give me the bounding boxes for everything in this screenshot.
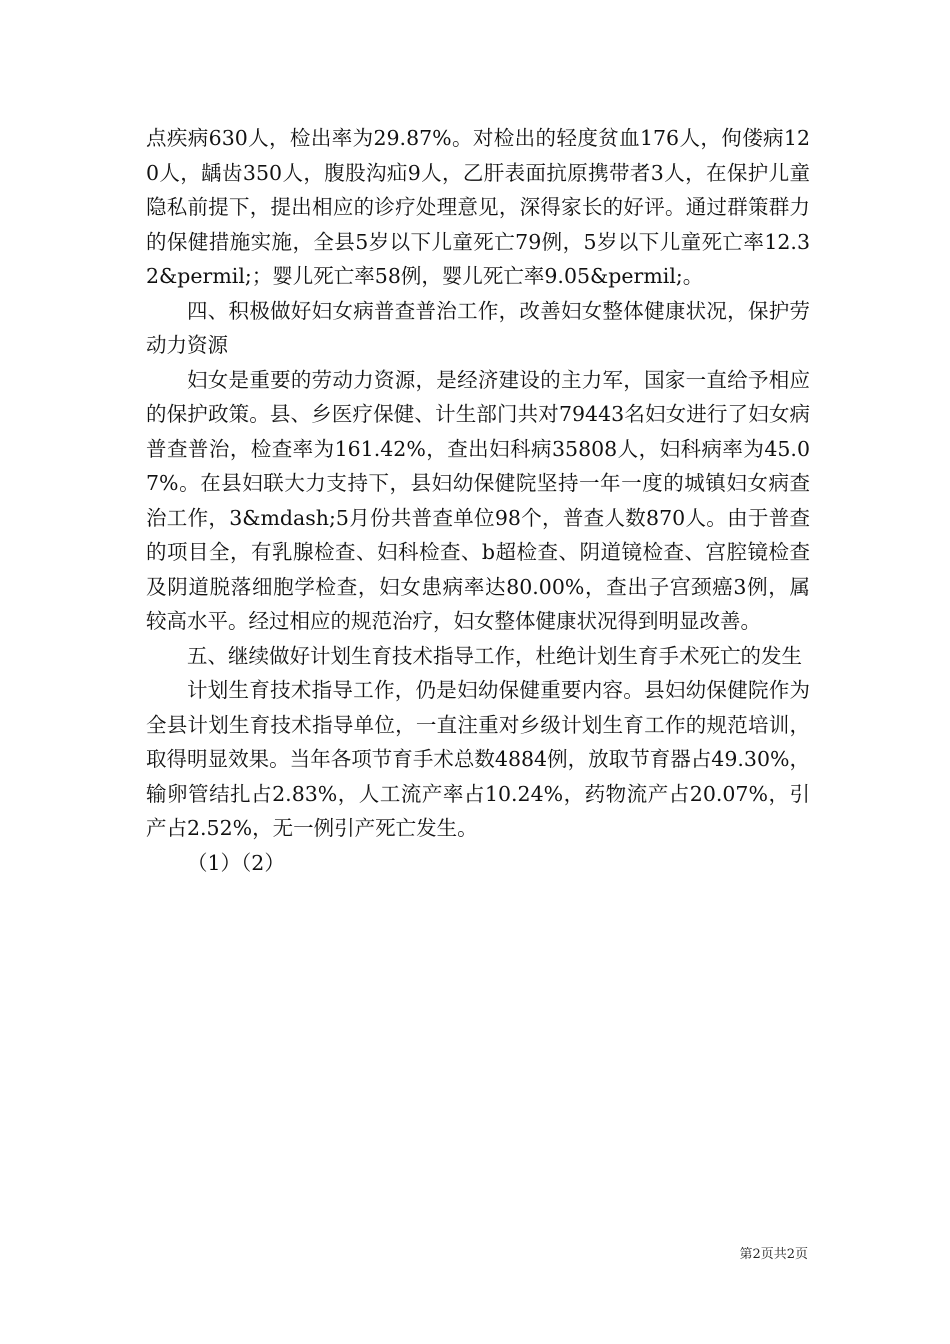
section-heading-women-disease-screening: 四、积极做好妇女病普查普治工作，改善妇女整体健康状况，保护劳动力资源 [146, 298, 810, 357]
paragraph-part-markers: （1）（2） [187, 850, 285, 875]
paragraph-child-health-results: 点疾病630人，检出率为29.87%。对检出的轻度贫血176人，佝偻病120人，龋齿350人，腹股沟疝9人，乙肝表面抗原携带者3人，在保护儿童隐私前提下，提出相应的诊疗处理意见，深得家长的好评。通过群策群力的保健措施实施，全县5岁以下儿童死亡79例，5岁以下儿童死亡率12.32&permil;；婴儿死亡率58例，婴儿死亡率9.05&permil;。 [146, 126, 810, 288]
paragraph-family-planning: 计划生育技术指导工作，仍是妇幼保健重要内容。县妇幼保健院作为全县计划生育技术指导单位，一直注重对乡级计划生育工作的规范培训，取得明显效果。当年各项节育手术总数4884例，放取节育器占49.30%，输卵管结扎占2.83%，人工流产率占10.24%，药物流产占20.07%，引产占2.52%，无一例引产死亡发生。 [146, 678, 810, 840]
document-body [146, 121, 810, 880]
paragraph-women-disease-screening: 妇女是重要的劳动力资源，是经济建设的主力军，国家一直给予相应的保护政策。县、乡医疗保健、计生部门共对79443名妇女进行了妇女病普查普治，检查率为161.42%，查出妇科病35808人，妇科病率为45.07%。在县妇联大力支持下，县妇幼保健院坚持一年一度的城镇妇女病查治工作，3&mdash;5月份共普查单位98个，普查人数870人。由于普查的项目全，有乳腺检查、妇科检查、b超检查、阴道镜检查、宫腔镜检查及阴道脱落细胞学检查，妇女患病率达80.00%，查出子宫颈癌3例，属较高水平。经过相应的规范治疗，妇女整体健康状况得到明显改善。 [146, 367, 810, 633]
page-number-footer: 第2页共2页 [739, 1247, 808, 1262]
section-heading-family-planning: 五、继续做好计划生育技术指导工作，杜绝计划生育手术死亡的发生 [187, 643, 802, 668]
